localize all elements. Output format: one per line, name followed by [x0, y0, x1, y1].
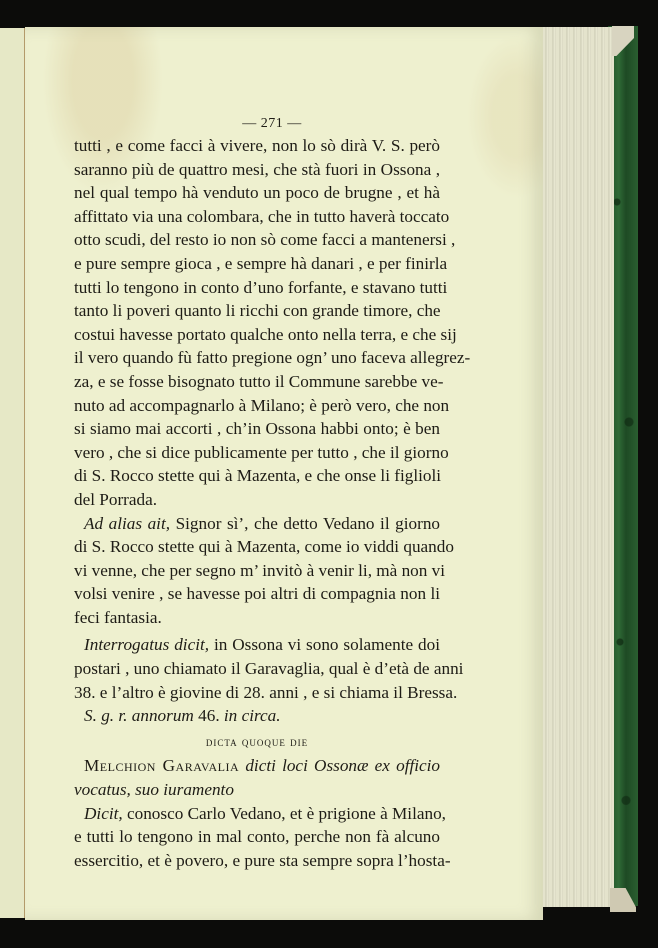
- text-line: vi venne, che per segno m’ invitò à venir li, mà non vi: [74, 560, 446, 580]
- paragraph-1: [74, 134, 471, 512]
- text-line: e pure sempre gioca , e sempre hà danari , e per finirla: [74, 253, 448, 273]
- text-line: tutti , e come facci à vivere, non lo sò dirà V. S. però: [74, 136, 440, 155]
- italic-lead: Dicit,: [84, 803, 123, 823]
- left-page-edge: [0, 28, 26, 918]
- text-line: il vero quando fù fatto pregione ogn’ uno faceva allegrez-: [74, 348, 471, 368]
- text-run: Signor sì’, che detto Vedano il giorno: [170, 513, 441, 533]
- text-line: 38. e l’altro è giovine di 28. anni , e si chiama il Bressa.: [74, 682, 458, 702]
- witness-intro: [74, 754, 440, 801]
- text-line: [74, 633, 440, 657]
- text-line: essercitio, et è povero, e pure sta sempre sopra l’hosta-: [74, 850, 451, 870]
- text-line: volsi venire , se havesse poi altri di compagnia non li: [74, 584, 440, 604]
- section-heading: dicta quoque die: [205, 733, 309, 749]
- text-line: saranno più de quattro mesi, che stà fuori in Ossona ,: [74, 159, 440, 179]
- text-line: otto scudi, del resto io non sò come facci a mantenersi ,: [74, 230, 456, 250]
- page-fore-edge: [542, 27, 614, 907]
- italic-text: in circa.: [223, 706, 281, 726]
- text-run: in Ossona vi sono solamente doi: [209, 635, 440, 655]
- sgr-line: [74, 704, 440, 728]
- text-line: [74, 802, 446, 826]
- text-line: [74, 778, 440, 802]
- text-line: di S. Rocco stette qui à Mazenta, e che onse li figlioli: [74, 466, 442, 486]
- age-number: 46.: [198, 706, 220, 726]
- text-line: vero , che si dice publicamente per tutto , che il giorno: [74, 442, 449, 462]
- text-line: costui havesse portato qualche onto nella terra, e che sij: [74, 324, 457, 344]
- text-line: affittato via una colombara, che in tutto haverà toccato: [74, 206, 450, 226]
- text-line: za, e se fosse bisognato tutto il Commune sarebbe ve-: [74, 371, 444, 391]
- italic-text: S. g. r. annorum: [84, 706, 194, 726]
- text-line: di S. Rocco stette qui à Mazenta, come io viddi quando: [74, 537, 454, 557]
- text-line: postari , uno chiamato il Garavaglia, qual è d’età de anni: [74, 659, 464, 679]
- page-text: [74, 114, 471, 872]
- text-line: nuto ad accompagnarlo à Milano; è però vero, che non: [74, 395, 450, 415]
- text-line: tutti lo tengono in conto d’uno forfante, e stavano tutti: [74, 277, 448, 297]
- italic-lead: Ad alias ait,: [84, 513, 171, 533]
- text-line: del Porrada.: [74, 489, 158, 509]
- page-number: — 271 —: [242, 116, 302, 131]
- paragraph-final: [74, 802, 451, 873]
- text-line: [74, 512, 440, 536]
- paragraph-3: [74, 633, 464, 704]
- italic-text: vocatus, suo iuramento: [74, 780, 234, 800]
- text-run: conosco Carlo Vedano, et è prigione à Milano,: [122, 803, 446, 823]
- text-line: tanto li poveri quanto li ricchi con grande timore, che: [74, 301, 441, 321]
- text-line: [74, 754, 440, 778]
- text-line: nel qual tempo hà venduto un poco de brugne , et hà: [74, 183, 440, 203]
- text-line: feci fantasia.: [74, 607, 162, 627]
- paragraph-2: [74, 512, 454, 630]
- text-line: e tutti lo tengono in mal conto, perche non fà alcuno: [74, 827, 440, 847]
- text-line: si siamo mai accorti , ch’in Ossona habbi onto; è ben: [74, 419, 440, 439]
- italic-lead: Interrogatus dicit,: [84, 635, 210, 655]
- witness-name: Melchion Garavalia: [84, 756, 240, 776]
- italic-text: dicti loci Ossonæ ex officio: [245, 756, 441, 776]
